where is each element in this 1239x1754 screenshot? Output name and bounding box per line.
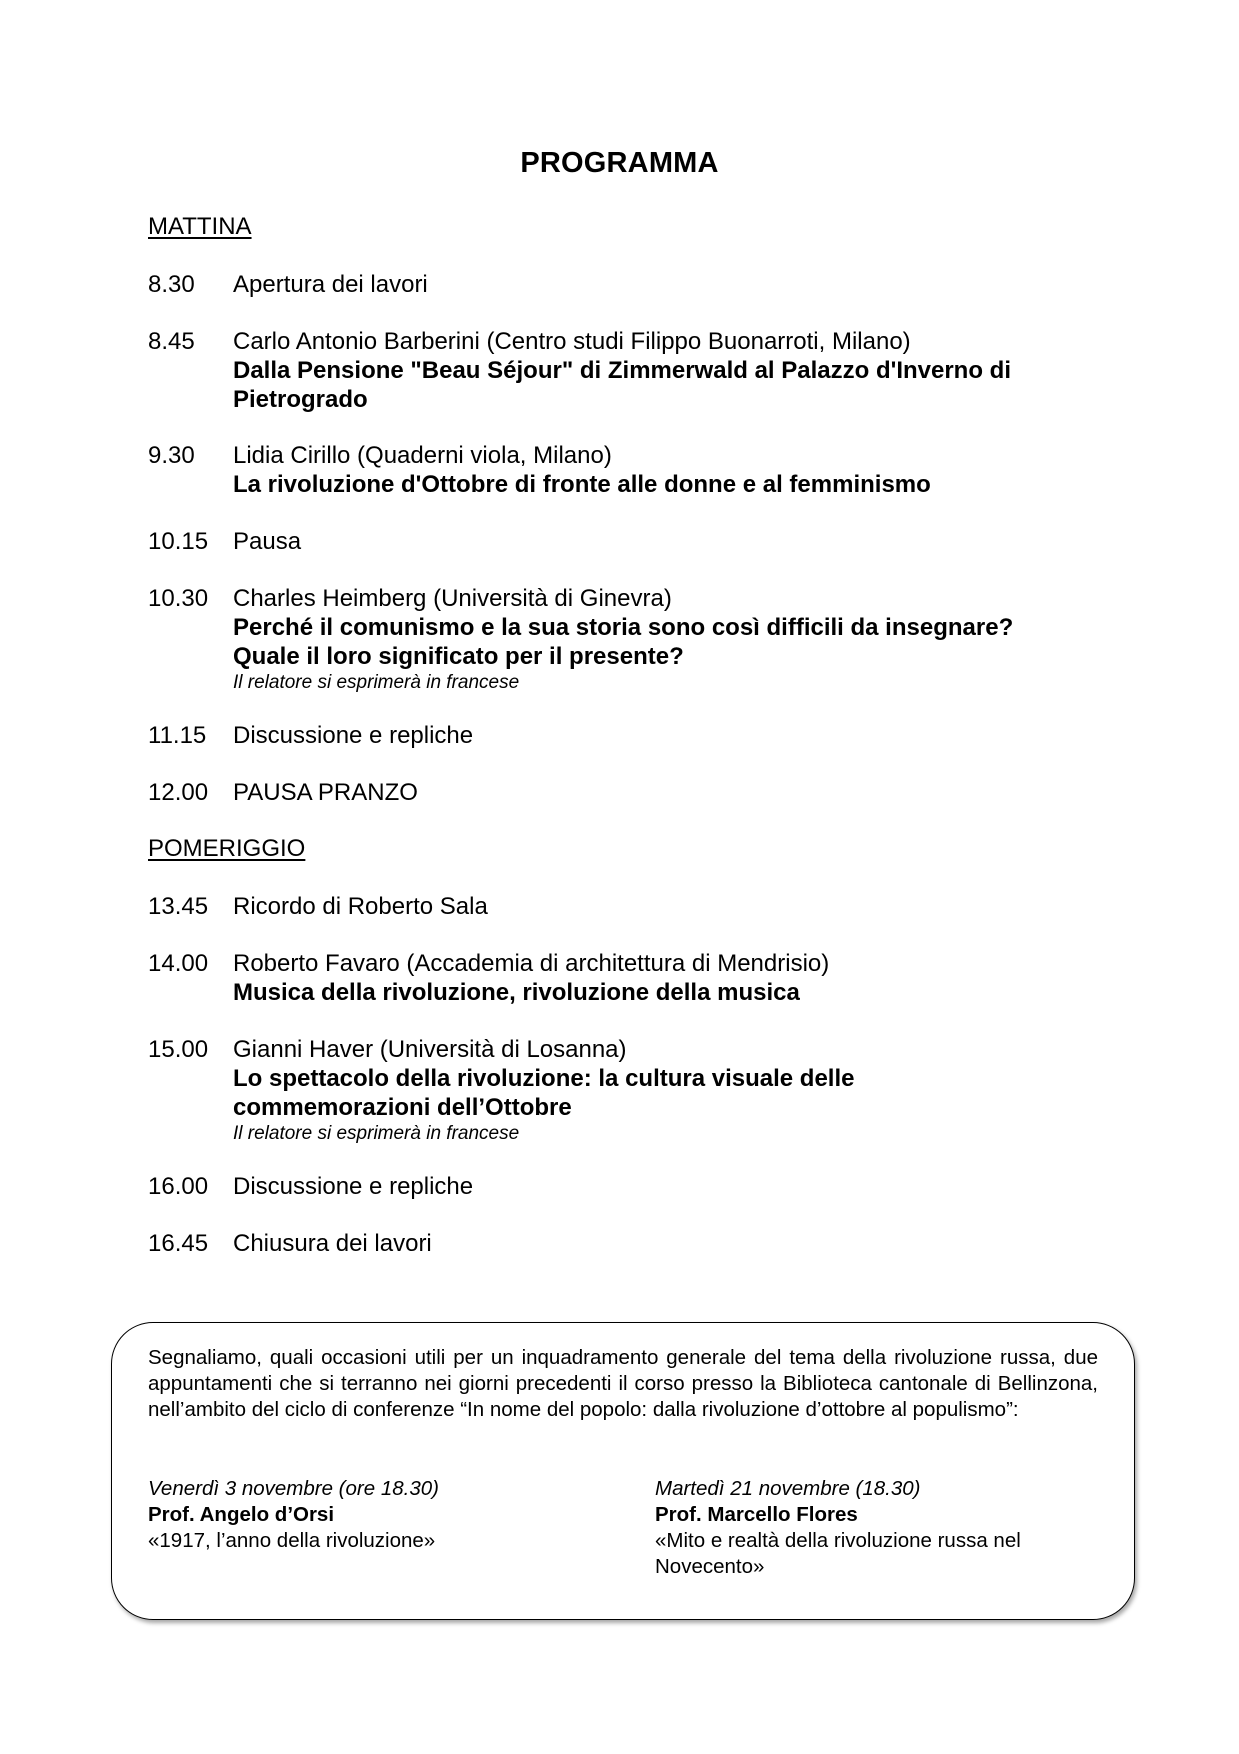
entry-time: 12.00 bbox=[148, 779, 209, 806]
entry-speaker: Gianni Haver (Università di Losanna) bbox=[233, 1036, 627, 1063]
entry-talk-title: commemorazioni dell’Ottobre bbox=[233, 1094, 572, 1121]
entry-speaker: Roberto Favaro (Accademia di architettura di Mendrisio) bbox=[233, 950, 830, 977]
entry-talk-title: Perché il comunismo e la sua storia sono così difficili da insegnare? bbox=[233, 614, 1014, 641]
entry-text: PAUSA PRANZO bbox=[233, 779, 418, 806]
entry-time: 10.15 bbox=[148, 528, 209, 555]
entry-time: 8.45 bbox=[148, 328, 195, 355]
entry-talk-title: Quale il loro significato per il presente? bbox=[233, 643, 684, 670]
entry-text: Apertura dei lavori bbox=[233, 271, 428, 298]
entry-time: 8.30 bbox=[148, 271, 195, 298]
entry-text: Ricordo di Roberto Sala bbox=[233, 893, 488, 920]
entry-text: Chiusura dei lavori bbox=[233, 1230, 432, 1257]
event-title: «Mito e realtà della rivoluzione russa nel bbox=[655, 1529, 1021, 1552]
entry-time: 16.45 bbox=[148, 1230, 209, 1257]
entry-time: 14.00 bbox=[148, 950, 209, 977]
event-title: Novecento» bbox=[655, 1555, 765, 1578]
event-speaker: Prof. Angelo d’Orsi bbox=[148, 1503, 335, 1526]
entry-note: Il relatore si esprimerà in francese bbox=[233, 672, 520, 693]
notice-box bbox=[111, 1322, 1135, 1620]
event-date: Martedì 21 novembre (18.30) bbox=[655, 1477, 921, 1500]
section-heading-morning: MATTINA bbox=[148, 213, 252, 240]
entry-speaker: Charles Heimberg (Università di Ginevra) bbox=[233, 585, 672, 612]
event-date: Venerdì 3 novembre (ore 18.30) bbox=[148, 1477, 439, 1500]
event-left bbox=[148, 1476, 618, 1554]
entry-time: 13.45 bbox=[148, 893, 209, 920]
entry-talk-title: Pietrogrado bbox=[233, 386, 368, 413]
entry-time: 9.30 bbox=[148, 442, 195, 469]
event-title: «1917, l’anno della rivoluzione» bbox=[148, 1529, 436, 1552]
entry-text: Discussione e repliche bbox=[233, 722, 474, 749]
entry-text: Discussione e repliche bbox=[233, 1173, 474, 1200]
notice-intro: Segnaliamo, quali occasioni utili per un inquadramento generale del tema della rivoluzione russa, due appuntamenti che si terranno nei giorni precedenti il corso presso la Biblioteca cantonale di Bellinzona, nell’ambito del ciclo di conferenze “In nome del popolo: dalla rivoluzione d’ottobre al populismo”: bbox=[148, 1346, 1098, 1421]
entry-talk-title: Lo spettacolo della rivoluzione: la cultura visuale delle bbox=[233, 1065, 855, 1092]
section-heading-afternoon: POMERIGGIO bbox=[148, 835, 306, 862]
entry-time: 11.15 bbox=[148, 722, 207, 749]
entry-speaker: Lidia Cirillo (Quaderni viola, Milano) bbox=[233, 442, 612, 469]
entry-time: 16.00 bbox=[148, 1173, 209, 1200]
entry-talk-title: La rivoluzione d'Ottobre di fronte alle donne e al femminismo bbox=[233, 471, 931, 498]
entry-talk-title: Dalla Pensione "Beau Séjour" di Zimmerwald al Palazzo d'Inverno di bbox=[233, 357, 1011, 384]
event-right bbox=[655, 1476, 1095, 1580]
entry-time: 10.30 bbox=[148, 585, 209, 612]
entry-time: 15.00 bbox=[148, 1036, 209, 1063]
entry-text: Pausa bbox=[233, 528, 302, 555]
page-title: PROGRAMMA bbox=[520, 147, 719, 179]
entry-note: Il relatore si esprimerà in francese bbox=[233, 1123, 520, 1144]
event-speaker: Prof. Marcello Flores bbox=[655, 1503, 858, 1526]
entry-speaker: Carlo Antonio Barberini (Centro studi Filippo Buonarroti, Milano) bbox=[233, 328, 911, 355]
entry-talk-title: Musica della rivoluzione, rivoluzione della musica bbox=[233, 979, 800, 1006]
